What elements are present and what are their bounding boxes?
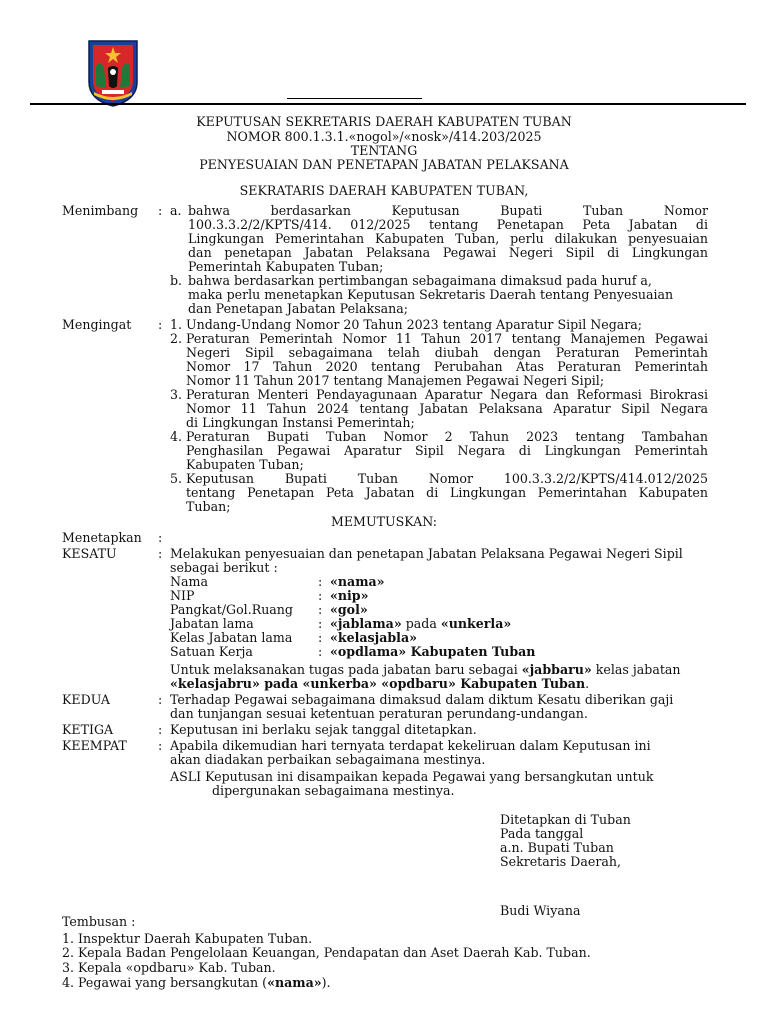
- mengingat-2-line: Nomor 17 Tahun 2020 tentang Perubahan Atas Peraturan Pemerintah: [186, 359, 708, 374]
- keempat-label: KEEMPAT: [62, 738, 127, 753]
- unkerla-value: «unkerla»: [440, 616, 512, 631]
- ketiga-label: KETIGA: [62, 722, 114, 737]
- field-label-nip: NIP: [170, 588, 195, 603]
- kesatu-para-line: [170, 676, 589, 691]
- mengingat-5-marker: 5.: [170, 471, 183, 486]
- kedua-label: KEDUA: [62, 692, 111, 707]
- mengingat-2-line: Peraturan Pemerintah Nomor 11 Tahun 2017 tentang Manajemen Pegawai: [186, 331, 708, 346]
- kesatu-line: Melakukan penyesuaian dan penetapan Jabatan Pelaksana Pegawai Negeri Sipil: [170, 546, 683, 561]
- field-colon: :: [318, 644, 323, 659]
- field-colon: :: [318, 588, 323, 603]
- doc-title-line-1: KEPUTUSAN SEKRETARIS DAERAH KABUPATEN TUBAN: [196, 114, 572, 129]
- signature-line-3: a.n. Bupati Tuban: [500, 840, 614, 855]
- field-label-jabatan-lama: Jabatan lama: [170, 616, 254, 631]
- mengingat-4-line: Peraturan Bupati Tuban Nomor 2 Tahun 2023 tentang Tambahan: [186, 429, 708, 444]
- memutuskan-heading: MEMUTUSKAN:: [330, 514, 438, 529]
- mengingat-5-line: Keputusan Bupati Tuban Nomor 100.3.3.2/2/KPTS/414.012/2025: [186, 471, 708, 486]
- menetapkan-colon: :: [158, 530, 163, 545]
- ketiga-colon: :: [158, 722, 163, 737]
- kedua-line: Terhadap Pegawai sebagaimana dimaksud dalam diktum Kesatu diberikan gaji: [170, 692, 674, 707]
- menimbang-a-line: dan penetapan Jabatan Pelaksana Pegawai Negeri Sipil di Lingkungan: [188, 245, 708, 260]
- signature-line-1: Ditetapkan di Tuban: [500, 812, 631, 827]
- keempat-colon: :: [158, 738, 163, 753]
- mengingat-3-marker: 3.: [170, 387, 183, 402]
- kedua-colon: :: [158, 692, 163, 707]
- field-value-satuan-kerja: «opdlama» Kabupaten Tuban: [330, 644, 536, 659]
- tembusan-title: Tembusan :: [62, 914, 136, 929]
- doc-tentang: TENTANG: [350, 143, 418, 158]
- kesatu-label: KESATU: [62, 546, 117, 561]
- issuer-heading: SEKRATARIS DAERAH KABUPATEN TUBAN,: [239, 183, 529, 198]
- mengingat-5-line: Tuban;: [186, 499, 231, 514]
- tembusan-item: 2. Kepala Badan Pengelolaan Keuangan, Pendapatan dan Aset Daerah Kab. Tuban.: [62, 945, 591, 960]
- header-rule: [30, 103, 746, 105]
- tembusan-text: 4. Pegawai yang bersangkutan (: [62, 975, 268, 990]
- new-position-value: «kelasjabru» pada «unkerba» «opdbaru» Kabupaten Tuban: [170, 676, 586, 691]
- para-text: Untuk melaksanakan tugas pada jabatan baru sebagai: [170, 662, 522, 677]
- mengingat-4-line: Kabupaten Tuban;: [186, 457, 304, 472]
- mengingat-2-line: Nomor 11 Tahun 2017 tentang Manajemen Pegawai Negeri Sipil;: [186, 373, 605, 388]
- asli-line: ASLI Keputusan ini disampaikan kepada Pegawai yang bersangkutan untuk: [170, 769, 654, 784]
- menetapkan-label: Menetapkan: [62, 530, 142, 545]
- field-value-nama: «nama»: [330, 574, 385, 589]
- doc-subject: PENYESUAIAN DAN PENETAPAN JABATAN PELAKSANA: [199, 157, 569, 172]
- mengingat-1-line: Undang-Undang Nomor 20 Tahun 2023 tentang Aparatur Sipil Negara;: [186, 317, 643, 332]
- field-value-gol: «gol»: [330, 602, 368, 617]
- field-colon: :: [318, 616, 323, 631]
- field-label-kelas-jabatan-lama: Kelas Jabatan lama: [170, 630, 293, 645]
- mengingat-1-marker: 1.: [170, 317, 183, 332]
- field-label-nama: Nama: [170, 574, 208, 589]
- mengingat-2-marker: 2.: [170, 331, 183, 346]
- signature-line: [287, 98, 422, 99]
- field-colon: :: [318, 630, 323, 645]
- mengingat-2-line: Negeri Sipil sebagaimana telah diubah dengan Peraturan Pemerintah: [186, 345, 708, 360]
- field-colon: :: [318, 574, 323, 589]
- signature-line-4: Sekretaris Daerah,: [500, 854, 621, 869]
- field-colon: :: [318, 602, 323, 617]
- keempat-line: akan diadakan perbaikan sebagaimana mestinya.: [170, 752, 486, 767]
- mengingat-3-line: Peraturan Menteri Pendayagunaan Aparatur Negara dan Reformasi Birokrasi: [186, 387, 708, 402]
- signature-line-2: Pada tanggal: [500, 826, 584, 841]
- menimbang-a-line: 100.3.3.2/2/KPTS/414. 012/2025 tentang Penetapan Peta Jabatan di: [188, 217, 708, 232]
- mengingat-colon: :: [158, 317, 163, 332]
- tembusan-item: 1. Inspektur Daerah Kabupaten Tuban.: [62, 931, 313, 946]
- menimbang-a-line: Pemerintah Kabupaten Tuban;: [188, 259, 384, 274]
- kedua-line: dan tunjangan sesuai ketentuan peraturan perundang-undangan.: [170, 706, 588, 721]
- emblem-logo: [86, 38, 140, 108]
- tembusan-text: ).: [321, 975, 331, 990]
- mengingat-4-line: Penghasilan Pegawai Aparatur Sipil Negara di Lingkungan Pemerintah: [186, 443, 708, 458]
- menimbang-b-marker: b.: [170, 273, 183, 288]
- menimbang-a-marker: a.: [170, 203, 182, 218]
- tembusan-item: 3. Kepala «opdbaru» Kab. Tuban.: [62, 960, 276, 975]
- field-value-kelas-jabatan-lama: «kelasjabla»: [330, 630, 417, 645]
- keempat-line: Apabila dikemudian hari ternyata terdapat kekeliruan dalam Keputusan ini: [170, 738, 651, 753]
- nama-value: «nama»: [267, 975, 322, 990]
- menimbang-a-line: bahwa berdasarkan Keputusan Bupati Tuban Nomor: [188, 203, 708, 218]
- menimbang-b-line: dan Penetapan Jabatan Pelaksana;: [188, 301, 409, 316]
- field-label-satuan-kerja: Satuan Kerja: [170, 644, 253, 659]
- pada-word: pada: [401, 616, 441, 631]
- para-period: .: [585, 676, 590, 691]
- kesatu-line: sebagai berikut :: [170, 560, 278, 575]
- signatory-name: Budi Wiyana: [500, 903, 581, 918]
- asli-line: dipergunakan sebagaimana mestinya.: [212, 783, 455, 798]
- menimbang-label: Menimbang: [62, 203, 139, 218]
- field-value-jabatan-lama: [330, 616, 511, 631]
- mengingat-3-line: Nomor 11 Tahun 2024 tentang Jabatan Pelaksana Aparatur Sipil Negara: [186, 401, 708, 416]
- doc-number: NOMOR 800.1.3.1.«nogol»/«nosk»/414.203/2025: [226, 129, 542, 144]
- ketiga-text: Keputusan ini berlaku sejak tanggal ditetapkan.: [170, 722, 477, 737]
- para-text: kelas jabatan: [591, 662, 681, 677]
- menimbang-b-line: maka perlu menetapkan Keputusan Sekretaris Daerah tentang Penyesuaian: [188, 287, 674, 302]
- mengingat-4-marker: 4.: [170, 429, 183, 444]
- menimbang-a-line: Lingkungan Pemerintahan Kabupaten Tuban, perlu dilakukan penyesuaian: [188, 231, 708, 246]
- mengingat-5-line: tentang Penetapan Peta Jabatan di Lingkungan Pemerintahan Kabupaten: [186, 485, 708, 500]
- jablama-value: «jablama»: [330, 616, 402, 631]
- field-label-gol: Pangkat/Gol.Ruang: [170, 602, 293, 617]
- kesatu-para-line: [170, 662, 681, 677]
- menimbang-colon: :: [158, 203, 163, 218]
- jabbaru-value: «jabbaru»: [521, 662, 592, 677]
- kesatu-colon: :: [158, 546, 163, 561]
- mengingat-3-line: di Lingkungan Instansi Pemerintah;: [186, 415, 415, 430]
- mengingat-label: Mengingat: [62, 317, 132, 332]
- tembusan-item: [62, 975, 331, 990]
- field-value-nip: «nip»: [330, 588, 369, 603]
- menimbang-b-line: bahwa berdasarkan pertimbangan sebagaimana dimaksud pada huruf a,: [188, 273, 652, 288]
